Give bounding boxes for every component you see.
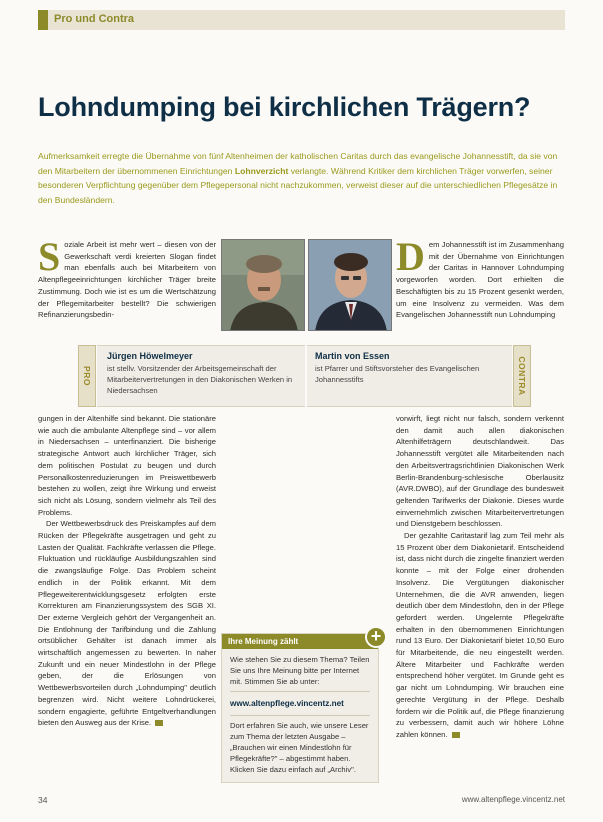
bio-pro [97, 345, 305, 407]
opinion-box-link[interactable]: www.altenpflege.vincentz.net [230, 699, 344, 708]
lead-strong: Lohnverzicht [234, 165, 289, 176]
contra-column-top [396, 234, 564, 321]
bio-contra [307, 345, 512, 407]
pro-column-bottom [38, 413, 216, 729]
contra-tab-label: CONTRA [517, 356, 527, 396]
photo-martin-von-essen [308, 239, 392, 331]
opinion-box-divider [230, 691, 370, 692]
section-marker [38, 10, 48, 30]
pro-column-top [38, 234, 216, 321]
opinion-box-text-2: Dort erfahren Sie auch, wie unsere Leser zum Thema der letzten Ausgabe – „Brauchen wir einen Mindestlohn für Pflegekräfte?" – abgestimmt haben. Klicken Sie dazu einfach auf „Archiv". [230, 721, 369, 774]
contra-paragraph-1: vorwirft, liegt nicht nur falsch, sondern verkennt den damit auch allen diakonischen Altenhilfeträgern deutschlandweit. Das Johannesstift vergütet alle Mitarbeitenden nach den Arbeitsvertragsrichtlinien Diakonischen Werk Berlin-Brandenburg-schlesische Oberlausitz (AVR.DWBO), auf der Grundlage des bundesweit geltenden Tarifwerks der Diakonie. Dieses wurde einvernehmlich zwischen Mitarbeitervertretungen und Dienstgebern beschlossen. [396, 414, 564, 529]
section-label: Pro und Contra [54, 13, 135, 25]
bio-contra-name: Martin von Essen [315, 351, 390, 361]
pro-paragraph-2-text: Der Wettbewerbsdruck des Preiskampfes auf dem Rücken der Pflegekräfte ausgetragen und geht zu Lasten der Qualität. Fachkräfte verlassen die Pflege. Fluktuation und rückläufige Ausbildungszahlen sind die zwangsläufige Folge. Das Problem scheint endlich in der Politik erkannt. Mit dem Pflegeweiterentwicklungsgesetz erfolgten erste Korrekturen am Finanzierungssystem des SGB XI. Der externe Vergleich gehört der Vergangenheit an. Die Entlohnung der Tarifbindung und die Zahlung ortsüblicher Gehälter ist danach immer als wirtschaftlich angemessen zu bewerten. In naher Zukunft und ein neuer Mindestlohn in der Pflege geben, der die Erlösungen von Wettbewerbsvorteilen durch „Lohndumping" deutlich begrenzen wird. Nicht weitere Lohndrückerei, sondern engagierte, geführte Entgeltverhandlungen bieten den Ausweg aus der Krise. [38, 519, 216, 728]
bio-contra-desc: ist Pfarrer und Stiftsvorsteher des Evangelischen Johannesstifts [315, 364, 480, 384]
opinion-box-text-1: Wie stehen Sie zu diesem Thema? Teilen Sie uns Ihre Meinung bitte per Internet mit. Stimmen Sie ab unter: [230, 655, 370, 686]
opinion-box [221, 626, 382, 783]
plus-icon: + [365, 626, 387, 648]
portrait-left-image [222, 240, 305, 331]
pro-paragraph-1: gungen in der Altenhilfe sind bekannt. Die stationäre wie auch die ambulante Altenpflege sind – vor allem in Niedersachsen – unterfinanziert. Die bisherige strategische Antwort auch kirchlicher Träger, sich dem politischen Postulat zu beugen und durch Personalkostenreduzierungen im Preiswettbewerb bestehen zu wollen, zeigt ihre Wirkung und erweist sich nicht als Lösung, sondern vielmehr als Teil des Problems. [38, 414, 216, 517]
contra-dropcap: D [396, 234, 425, 279]
lead-paragraph [38, 149, 563, 207]
lead-text-1: Aufmerksamkeit erregte die Übernahme von fünf Altenheimen der katholischen Caritas durch das evangelische Johannesstift, da sie von den Mitarbeitern der übernommenen Einrichtungen [38, 151, 558, 176]
contra-text-top: em Johannesstift ist im Zusammenhang mit der Übernahme von Einrichtungen der Caritas in Hannover Lohndumping vorgeworfen worden. Dort erhielten die Beschäftigten bis zu 15 Prozent gesenkt werden, um eine Insolvenz zu vermeiden. Was dem Evangelischen Johannesstift nun Lohndumping [396, 240, 564, 320]
pro-text-top: oziale Arbeit ist mehr wert – diesen von der Gewerkschaft verdi kreierten Slogan findet man ebenfalls auch bei Mitarbeitern von Altenpflegeeinrichtungen kirchlicher Träger breite Zustimmung. Doch wie ist es um die Wertschätzung der Pflegemitarbeiter bestellt? Die schwierigen Refinanzierungsbedin- [38, 240, 216, 320]
opinion-box-divider-2 [230, 715, 370, 716]
contra-end-mark [452, 732, 460, 738]
contra-paragraph-2-text: Der gezahlte Caritastarif lag zum Teil mehr als 15 Prozent über dem Diakonietarif. Entscheidend ist, dass nicht durch die zingelte finanziert werden konnte – mit der Folge einer drohenden Insolvenz. Die Vergütungen diakonischer Unternehmen, die die AVR anwenden, liegen deutlich über dem Mindestlohn, den in der Pflege gefordert werden. Ungelernte Pflegekräfte erhalten in den übernommenen Einrichtungen rund 13 Euro. Der Diakonietarif bietet 10,50 Euro für Mitarbeitende, die neu eingestellt werden. Ältere Mitarbeiter und Fachkräfte werden entsprechend höher vergütet. Im Grunde geht es gar nicht um Lohndumping. Wir brauchen eine gerechte Vergütung in der Pflege. Deshalb fordern wir die Politik auf, die Pflege finanzierung zu verbessern, damit auch wir höhere Löhne zahlen können. [396, 531, 564, 739]
lead-text-2: verlangte. Während Kritiker dem kirchlichen Träger vorwerfen, seiner besonderen Verpflichtung gegenüber dem Pflegepersonal nicht nachzukommen, verweist dieser auf die unterschiedlichen Pflegesätze in den Bundesländern. [38, 165, 558, 205]
page-number: 34 [38, 795, 48, 805]
photo-juergen-hoewelmeyer [221, 239, 305, 331]
pro-paragraph-2 [38, 518, 216, 729]
portrait-right-image [309, 240, 392, 331]
pro-end-mark [155, 720, 163, 726]
headline: Lohndumping bei kirchlichen Trägern? [38, 92, 531, 122]
contra-tab [513, 345, 531, 407]
opinion-box-title: Ihre Meinung zählt [222, 634, 378, 649]
section-bar [38, 10, 565, 30]
bio-pro-desc: ist stellv. Vorsitzender der Arbeitsgemeinschaft der Mitarbeitervertretungen in den Diakonischen Werken in Niedersachsen [107, 364, 293, 395]
contra-paragraph-2 [396, 530, 564, 741]
pro-tab-label: PRO [82, 366, 92, 386]
bio-pro-name: Jürgen Höwelmeyer [107, 351, 193, 361]
footer-url[interactable]: www.altenpflege.vincentz.net [461, 795, 565, 804]
contra-column-bottom [396, 413, 564, 741]
pro-tab [78, 345, 96, 407]
opinion-box-body [222, 649, 378, 780]
pro-dropcap: S [38, 234, 61, 279]
